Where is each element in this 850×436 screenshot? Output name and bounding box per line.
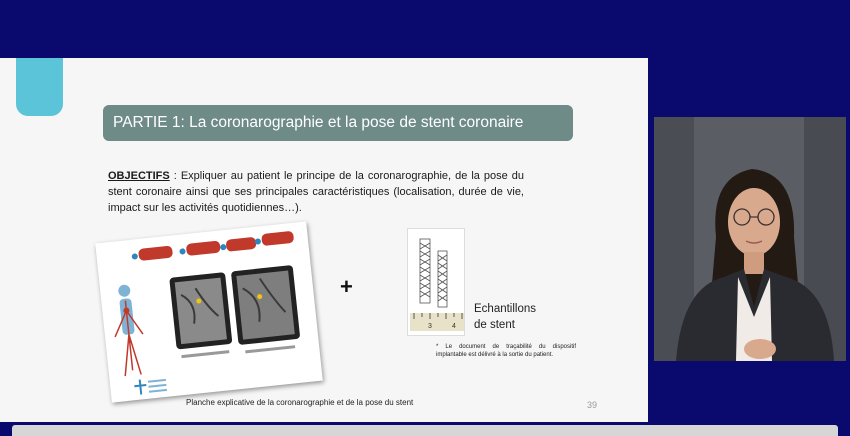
- plus-sign: +: [340, 274, 353, 299]
- svg-text:4: 4: [452, 323, 456, 330]
- stent-illustration: [408, 229, 466, 337]
- stent-label-line1: Echantillons: [474, 303, 537, 315]
- objectives-text: Expliquer au patient le principe de la coronarographie, de la pose du stent coronaire ainsi que ses principales caractéristiques (localisation, durée de vie, impact sur les activités quotidiennes…).: [108, 170, 525, 214]
- explanatory-board-image: [95, 221, 323, 402]
- presentation-slide: [0, 58, 648, 422]
- board-caption: Planche explicative de la coronarographie et de la pose du stent: [186, 398, 414, 407]
- slide-title: PARTIE 1: La coronarographie et la pose de stent coronaire: [103, 105, 573, 141]
- coronarography-illustration: [95, 221, 323, 402]
- svg-text:3: 3: [428, 323, 432, 330]
- stent-samples-label: [474, 301, 536, 333]
- objectives-paragraph: [108, 168, 524, 216]
- slide-accent-tab: [16, 58, 63, 116]
- objectives-label: OBJECTIFS: [108, 170, 170, 182]
- traceability-footnote: * Le document de traçabilité du dispositif implantable est délivré à la sortie du patient.: [436, 344, 576, 358]
- stent-samples-photo: [407, 228, 465, 336]
- presenter-video-frame: [654, 117, 846, 361]
- stent-label-line2: de stent: [474, 319, 515, 331]
- presenter-webcam-feed: [654, 117, 846, 361]
- objectives-separator: :: [169, 170, 181, 182]
- slide-page-number: 39: [587, 400, 598, 410]
- player-control-bar[interactable]: [12, 425, 838, 436]
